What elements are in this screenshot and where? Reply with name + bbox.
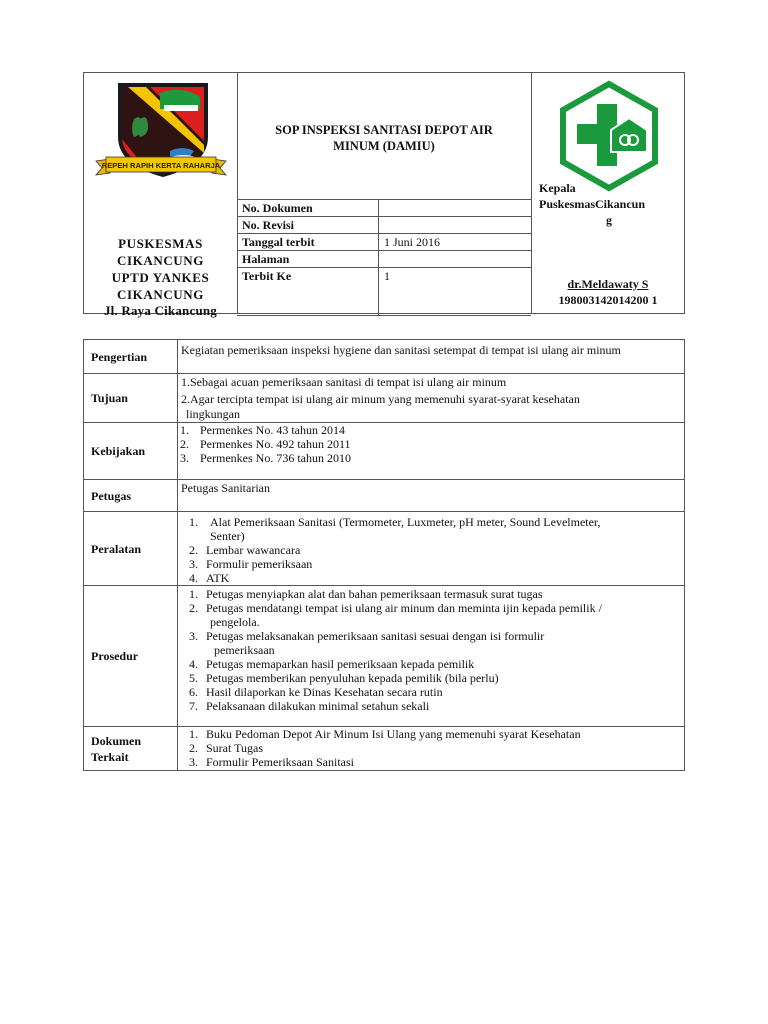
list-num: 3. <box>189 557 198 571</box>
value-dokumen-terkait <box>178 727 685 771</box>
kepala-line-2: PuskesmasCikancun <box>539 197 646 211</box>
list-text: Formulir Pemeriksaan Sanitasi <box>206 755 354 769</box>
list-item <box>189 557 684 571</box>
list-item <box>189 657 684 671</box>
sop-title-line-2: MINUM (DAMIU) <box>333 139 435 153</box>
tujuan-item-1: 1.Sebagai acuan pemeriksaan sanitasi di tempat isi ulang air minum <box>181 375 507 389</box>
list-num: 4. <box>189 657 198 671</box>
list-num: 1. <box>180 423 189 437</box>
list-text: Permenkes No. 43 tahun 2014 <box>200 423 345 437</box>
list-num: 4. <box>189 571 198 585</box>
value-peralatan <box>178 512 685 586</box>
row-prosedur <box>84 586 685 727</box>
list-item <box>189 671 684 685</box>
signer-block <box>531 276 685 308</box>
document-meta-table <box>237 199 531 316</box>
list-text: Alat Pemeriksaan Sanitasi (Termometer, Luxmeter, pH meter, Sound Levelmeter, <box>210 515 601 529</box>
value-prosedur <box>178 586 685 727</box>
signer-name: dr.Meldawaty S <box>567 277 649 291</box>
meta-label: No. Revisi <box>237 217 379 234</box>
logo-motto-text: REPEH RAPIH KERTA RAHARJA <box>101 161 221 170</box>
list-text: Petugas menyiapkan alat dan bahan pemeriksaan termasuk surat tugas <box>206 587 543 601</box>
meta-label: No. Dokumen <box>237 200 379 217</box>
row-tujuan <box>84 374 685 423</box>
list-text: ATK <box>206 571 230 585</box>
list-item <box>178 451 684 465</box>
list-text: Petugas mendatangi tempat isi ulang air minum dan meminta ijin kepada pemilik / <box>206 601 602 615</box>
list-text: Petugas memberikan penyuluhan kepada pemilik (bila perlu) <box>206 671 499 685</box>
meta-row <box>237 217 531 234</box>
list-num: 2. <box>189 543 198 557</box>
list-item <box>189 685 684 699</box>
meta-row <box>237 268 531 316</box>
tujuan-item-2: 2.Agar tercipta tempat isi ulang air minum yang memenuhi syarat-syarat kesehatan <box>181 392 580 406</box>
meta-label: Halaman <box>237 251 379 268</box>
kepala-line-3: g <box>606 213 612 227</box>
list-num: 2. <box>189 741 198 755</box>
value-petugas <box>178 480 685 512</box>
value-pengertian <box>178 340 685 374</box>
list-num: 1. <box>189 727 198 741</box>
label-line: Terkait <box>91 749 129 764</box>
header-middle-column <box>237 73 532 313</box>
list-item <box>189 755 684 769</box>
kepala-title <box>539 180 679 228</box>
document-header <box>83 72 685 318</box>
tujuan-item-2-cont: lingkungan <box>186 407 240 421</box>
list-text: Formulir pemeriksaan <box>206 557 313 571</box>
header-left-column <box>84 73 238 318</box>
meta-value <box>379 251 532 268</box>
list-item <box>178 437 684 451</box>
list-num: 2. <box>180 437 189 451</box>
puskesmas-logo <box>553 80 665 192</box>
list-num: 3. <box>189 755 198 769</box>
meta-value <box>379 217 532 234</box>
list-item <box>178 423 684 437</box>
list-text: Permenkes No. 492 tahun 2011 <box>200 437 351 451</box>
label-petugas: Petugas <box>84 480 178 512</box>
meta-row <box>237 200 531 217</box>
list-text: Petugas memaparkan hasil pemeriksaan kepada pemilik <box>206 657 475 671</box>
org-line-3: UPTD YANKES <box>111 270 210 285</box>
row-peralatan <box>84 512 685 586</box>
org-line-4: CIKANCUNG <box>116 287 204 302</box>
list-item <box>189 741 684 755</box>
list-text: Buku Pedoman Depot Air Minum Isi Ulang yang memenuhi syarat Kesehatan <box>206 727 581 741</box>
pengertian-text: Kegiatan pemeriksaan inspeksi hygiene dan sanitasi setempat di tempat isi ulang air minum <box>181 343 621 357</box>
value-tujuan <box>178 374 685 423</box>
list-text: Lembar wawancara <box>206 543 301 557</box>
signer-nip: 198003142014200 1 <box>558 293 658 307</box>
meta-label: Terbit Ke <box>237 268 379 316</box>
label-dokumen-terkait <box>84 727 178 771</box>
list-item <box>189 543 684 557</box>
list-text: Hasil dilaporkan ke Dinas Kesehatan secara rutin <box>206 685 443 699</box>
list-num: 3. <box>189 629 198 643</box>
meta-row <box>237 251 531 268</box>
list-text: Surat Tugas <box>206 741 264 755</box>
petugas-text: Petugas Sanitarian <box>181 481 270 495</box>
org-line-2: CIKANCUNG <box>116 253 204 268</box>
list-num: 1. <box>189 587 198 601</box>
label-line: Dokumen <box>91 733 142 748</box>
meta-value: 1 <box>379 268 532 316</box>
list-num: 7. <box>189 699 198 713</box>
list-num: 6. <box>189 685 198 699</box>
value-kebijakan <box>178 423 685 480</box>
meta-label: Tanggal terbit <box>237 234 379 251</box>
row-kebijakan <box>84 423 685 480</box>
list-num: 1. <box>189 515 198 529</box>
list-item <box>189 727 684 741</box>
sop-title <box>247 122 521 154</box>
meta-value: 1 Juni 2016 <box>379 234 532 251</box>
row-petugas <box>84 480 685 512</box>
list-num: 2. <box>189 601 198 615</box>
list-text-cont: Senter) <box>210 529 245 543</box>
sop-title-line-1: SOP INSPEKSI SANITASI DEPOT AIR <box>275 123 493 137</box>
label-prosedur: Prosedur <box>84 586 178 727</box>
list-item <box>189 601 684 629</box>
list-item <box>189 571 684 585</box>
kepala-line-1: Kepala <box>539 181 576 195</box>
list-item <box>189 699 684 713</box>
label-peralatan: Peralatan <box>84 512 178 586</box>
list-num: 5. <box>189 671 198 685</box>
header-right-column <box>531 73 685 313</box>
meta-row <box>237 234 531 251</box>
meta-value <box>379 200 532 217</box>
regency-emblem-logo <box>90 79 232 189</box>
list-text: Permenkes No. 736 tahun 2010 <box>200 451 351 465</box>
label-kebijakan: Kebijakan <box>84 423 178 480</box>
label-tujuan: Tujuan <box>84 374 178 423</box>
list-text-cont: pengelola. <box>210 615 260 629</box>
list-text: Petugas melaksanakan pemeriksaan sanitasi sesuai dengan isi formulir <box>206 629 545 643</box>
org-line-1: PUSKESMAS <box>118 236 203 251</box>
list-num: 3. <box>180 451 189 465</box>
list-text: Pelaksanaan dilakukan minimal setahun sekali <box>206 699 430 713</box>
org-address: Jl. Raya Cikancung <box>103 303 218 318</box>
list-item <box>189 515 684 543</box>
sop-content-table <box>83 339 685 771</box>
row-pengertian <box>84 340 685 374</box>
list-text-cont: pemeriksaan <box>214 643 275 657</box>
label-pengertian: Pengertian <box>84 340 178 374</box>
row-dokumen-terkait <box>84 727 685 771</box>
list-item <box>189 587 684 601</box>
list-item <box>189 629 684 657</box>
